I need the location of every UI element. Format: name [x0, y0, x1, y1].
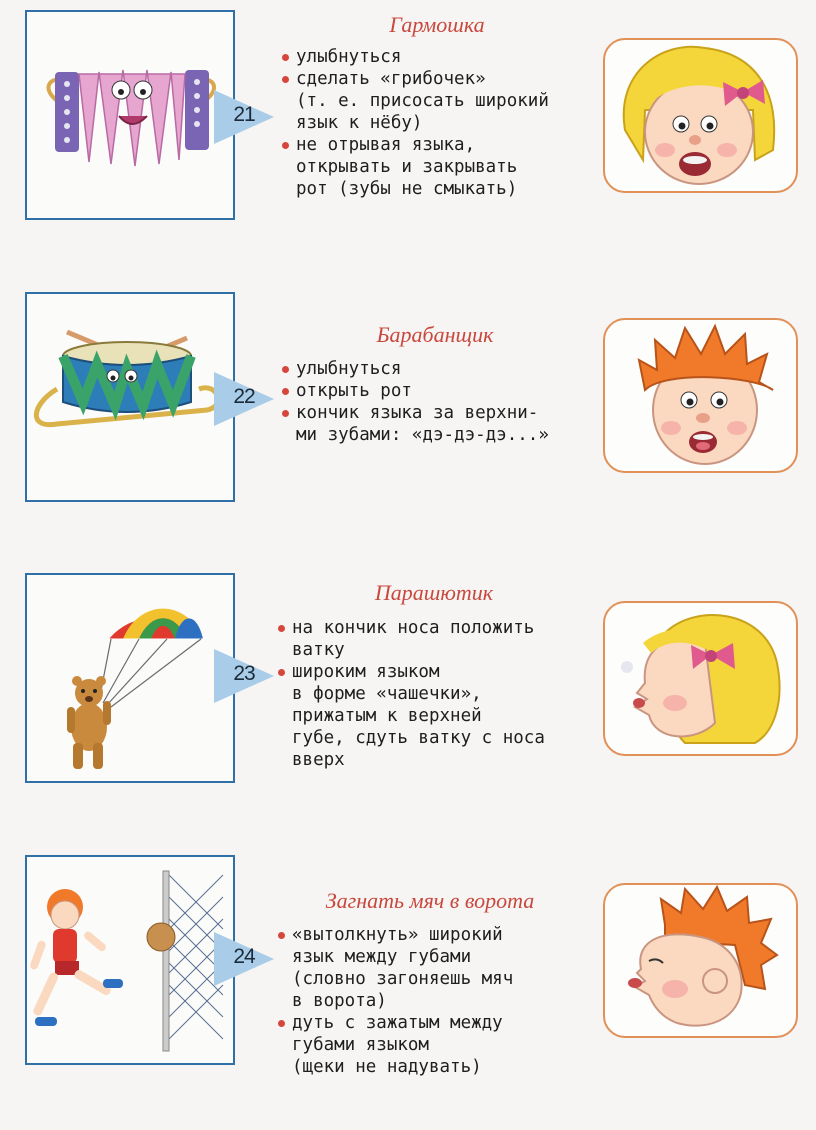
step-item: открыть рот — [282, 380, 602, 402]
parachute-bear-icon — [27, 575, 233, 781]
step-item: не отрывая языка, открывать и закрывать рот (зубы не смыкать) — [282, 134, 602, 200]
step-item: «вытолкнуть» широкий язык между губами (словно загоняешь мяч в ворота) — [278, 924, 598, 1012]
exercise-title: Барабанщик — [376, 322, 494, 347]
exercise-number-arrow — [212, 932, 274, 986]
girl-face-icon — [605, 40, 796, 191]
face-picture — [603, 318, 798, 473]
drum-icon — [27, 294, 233, 500]
exercise-22 — [0, 292, 816, 542]
exercise-number: 22 — [233, 385, 255, 408]
exercise-24 — [0, 855, 816, 1105]
step-item: широким языком в форме «чашечки», прижатым к верхней губе, сдуть ватку с носа вверх — [278, 661, 598, 771]
face-picture — [603, 601, 798, 756]
exercise-number-arrow — [212, 649, 274, 703]
boy-profile-icon — [605, 885, 796, 1036]
exercise-number: 23 — [233, 662, 255, 685]
boy-face-icon — [605, 320, 796, 471]
exercise-steps — [278, 617, 598, 771]
exercise-steps — [278, 924, 598, 1078]
exercise-title: Загнать мяч в ворота — [325, 888, 535, 913]
exercise-picture — [25, 10, 235, 220]
exercise-steps — [282, 46, 602, 200]
step-item: улыбнуться — [282, 46, 602, 68]
step-item: улыбнуться — [282, 358, 602, 380]
accordion-icon — [27, 12, 233, 218]
exercise-picture — [25, 573, 235, 783]
exercise-23 — [0, 573, 816, 823]
face-picture — [603, 38, 798, 193]
exercise-picture — [25, 292, 235, 502]
exercise-21 — [0, 10, 816, 260]
exercise-number: 21 — [233, 103, 255, 126]
exercise-number-arrow — [212, 372, 274, 426]
step-item: сделать «грибочек» (т. е. присосать широкий язык к нёбу) — [282, 68, 602, 134]
boy-kicking-ball-icon — [27, 857, 233, 1063]
exercise-steps — [282, 358, 602, 446]
step-item: кончик языка за верхни- ми зубами: «дэ-дэ-дэ...» — [282, 402, 602, 446]
girl-profile-icon — [605, 603, 796, 754]
exercise-number: 24 — [233, 945, 255, 968]
exercise-title: Гармошка — [389, 12, 485, 37]
step-item: дуть с зажатым между губами языком (щеки не надувать) — [278, 1012, 598, 1078]
exercise-picture — [25, 855, 235, 1065]
exercise-number-arrow — [212, 90, 274, 144]
exercise-title: Парашютик — [374, 580, 494, 605]
face-picture — [603, 883, 798, 1038]
step-item: на кончик носа положить ватку — [278, 617, 598, 661]
